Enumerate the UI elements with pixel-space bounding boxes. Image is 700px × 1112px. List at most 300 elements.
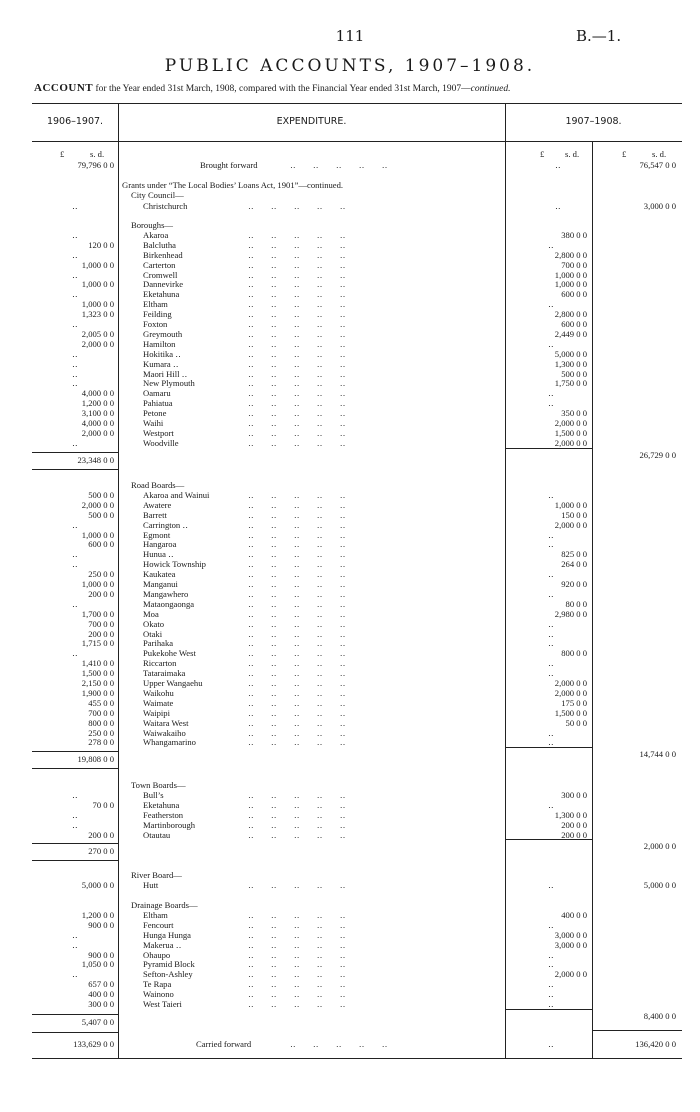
leader-dots: ‥ ‥ ‥ ‥ ‥ bbox=[248, 989, 346, 1000]
header-1906-1907: 1906–1907. bbox=[46, 116, 104, 127]
row-prev-amount: 200 0 0 bbox=[88, 829, 114, 840]
carried-forward-curr: ‥ bbox=[548, 1039, 554, 1049]
row-prev-amount: 1,050 0 0 bbox=[81, 959, 114, 970]
row-prev-amount: 1,200 0 0 bbox=[81, 909, 114, 920]
row-curr-amount: 1,300 0 0 bbox=[554, 809, 587, 820]
row-curr-amount: 2,000 0 0 bbox=[554, 519, 587, 530]
account-caption-text: for the Year ended 31st March, 1908, compared with the Financial Year ended 31st March, 1907— bbox=[93, 84, 471, 94]
leader-dots: ‥ ‥ ‥ ‥ ‥ bbox=[248, 239, 346, 250]
river-board-heading: River Board— bbox=[131, 870, 182, 880]
row-curr-amount: ‥ bbox=[548, 388, 554, 399]
section-heading: Town Boards— bbox=[131, 780, 186, 790]
row-name: Riccarton bbox=[143, 658, 177, 669]
row-name: Whangamarino bbox=[143, 737, 196, 748]
row-name: Akaroa and Wainui bbox=[143, 489, 210, 500]
leader-dots: ‥ ‥ ‥ ‥ ‥ bbox=[248, 829, 346, 840]
row-name: Sefton-Ashley bbox=[143, 969, 193, 980]
row-curr-amount: 380 0 0 bbox=[561, 229, 587, 240]
leader-dots: ‥ ‥ ‥ ‥ ‥ bbox=[248, 378, 346, 389]
row-curr-amount: 600 0 0 bbox=[561, 319, 587, 329]
leader-dots: ‥ ‥ ‥ ‥ ‥ bbox=[248, 368, 346, 379]
row-curr-amount: ‥ bbox=[548, 668, 554, 679]
row-prev-amount: ‥ bbox=[72, 549, 78, 560]
leader-dots: ‥ ‥ ‥ ‥ ‥ bbox=[248, 509, 346, 520]
page-number: 111 bbox=[335, 27, 365, 45]
leader-dots: ‥ ‥ ‥ ‥ ‥ bbox=[248, 437, 346, 448]
row-curr-amount: 1,500 0 0 bbox=[554, 427, 587, 438]
leader-dots: ‥ ‥ ‥ ‥ ‥ bbox=[248, 628, 346, 639]
row-curr-amount: ‥ bbox=[548, 919, 554, 930]
row-name: Awatere bbox=[143, 499, 172, 510]
section-curr-total: 2,000 0 0 bbox=[643, 841, 676, 852]
leader-dots: ‥ ‥ ‥ ‥ ‥ bbox=[248, 427, 346, 438]
row-prev-amount: 1,715 0 0 bbox=[81, 638, 114, 649]
section-prev-subtotal: 270 0 0 bbox=[88, 846, 114, 857]
row-prev-amount: 900 0 0 bbox=[88, 949, 114, 960]
leader-dots: ‥ ‥ ‥ ‥ ‥ bbox=[248, 408, 346, 419]
river-board-total: 5,000 0 0 bbox=[643, 880, 676, 890]
leader-dots: ‥ ‥ ‥ ‥ ‥ bbox=[248, 229, 346, 240]
leader-dots: ‥ ‥ ‥ ‥ ‥ bbox=[248, 608, 346, 619]
leader-dots: ‥ ‥ ‥ ‥ ‥ bbox=[248, 519, 346, 530]
row-prev-amount: 700 0 0 bbox=[88, 707, 114, 718]
row-curr-amount: 2,800 0 0 bbox=[554, 249, 587, 260]
leader-dots: ‥ ‥ ‥ ‥ ‥ bbox=[248, 598, 346, 609]
row-name: Waikohu bbox=[143, 687, 174, 698]
row-curr-amount: ‥ bbox=[548, 628, 554, 639]
row-prev-amount: 1,000 0 0 bbox=[81, 259, 114, 270]
row-name: Waitara West bbox=[143, 717, 189, 728]
row-name: Eltham bbox=[143, 299, 168, 310]
curr-subtotal-rule bbox=[505, 1009, 592, 1010]
sd-label-prev: s. d. bbox=[90, 149, 105, 159]
section-heading: Boroughs— bbox=[131, 220, 174, 230]
brought-forward-label: Brought forward bbox=[200, 160, 258, 170]
row-prev-amount: 1,700 0 0 bbox=[81, 608, 114, 619]
leader-dots: ‥ ‥ ‥ ‥ ‥ bbox=[248, 819, 346, 830]
leader-dots: ‥ ‥ ‥ ‥ ‥ bbox=[248, 499, 346, 510]
row-curr-amount: 80 0 0 bbox=[565, 598, 587, 609]
row-name: Moa bbox=[143, 608, 159, 619]
leader-dots: ‥ ‥ ‥ ‥ ‥ bbox=[248, 289, 346, 300]
row-prev-amount: 600 0 0 bbox=[88, 539, 114, 550]
city-council-prev: ‥ bbox=[72, 201, 78, 211]
leader-dots: ‥ ‥ ‥ ‥ ‥ bbox=[248, 678, 346, 688]
row-prev-amount: 400 0 0 bbox=[88, 989, 114, 1000]
leader-dots: ‥ ‥ ‥ ‥ ‥ bbox=[248, 919, 346, 930]
row-curr-amount: 2,980 0 0 bbox=[554, 608, 587, 619]
header-expenditure: EXPENDITURE. bbox=[276, 116, 347, 127]
river-board-item: Hutt bbox=[143, 880, 159, 890]
prev-subtotal-rule-top bbox=[32, 843, 118, 844]
leader-dots: ‥ ‥ ‥ ‥ ‥ bbox=[248, 707, 346, 718]
row-name: Martinborough bbox=[143, 819, 196, 830]
row-prev-amount: ‥ bbox=[72, 229, 78, 240]
row-prev-amount: ‥ bbox=[72, 269, 78, 280]
column-divider-right bbox=[505, 103, 506, 1058]
row-name: Birkenhead bbox=[143, 249, 183, 260]
row-name: Carrington ‥ bbox=[143, 519, 189, 530]
row-curr-amount: ‥ bbox=[548, 299, 554, 310]
pound-sign-curr: £ bbox=[540, 149, 545, 159]
row-name: Bull’s bbox=[143, 789, 164, 800]
row-name: Hangaroa bbox=[143, 539, 177, 550]
prev-subtotal-rule-bottom bbox=[32, 1032, 118, 1033]
row-prev-amount: 2,150 0 0 bbox=[81, 678, 114, 688]
row-name: Greymouth bbox=[143, 328, 183, 339]
row-name: Fencourt bbox=[143, 919, 174, 930]
row-prev-amount: 300 0 0 bbox=[88, 999, 114, 1009]
row-curr-amount: 2,000 0 0 bbox=[554, 437, 587, 448]
drainage-curr-total: 8,400 0 0 bbox=[643, 1010, 676, 1021]
row-prev-amount: 1,323 0 0 bbox=[81, 309, 114, 320]
leader-dots: ‥ ‥ ‥ ‥ ‥ bbox=[248, 969, 346, 980]
row-name: Waiwakaiho bbox=[143, 727, 186, 738]
account-caption bbox=[34, 82, 511, 94]
row-curr-amount: 2,000 0 0 bbox=[554, 418, 587, 428]
row-curr-amount: 1,750 0 0 bbox=[554, 378, 587, 389]
row-prev-amount: ‥ bbox=[72, 929, 78, 940]
drainage-prev-subtotal: 5,407 0 0 bbox=[81, 1016, 114, 1027]
leader-dots: ‥ ‥ ‥ ‥ ‥ bbox=[248, 539, 346, 550]
row-prev-amount: ‥ bbox=[72, 378, 78, 389]
section-prev-subtotal: 23,348 0 0 bbox=[77, 454, 114, 465]
leader-dots: ‥ ‥ ‥ ‥ ‥ bbox=[248, 687, 346, 698]
row-name: Hokitika ‥ bbox=[143, 348, 181, 359]
leader-dots: ‥ ‥ ‥ ‥ ‥ bbox=[248, 309, 346, 320]
row-curr-amount: 3,000 0 0 bbox=[554, 939, 587, 950]
row-prev-amount: 1,000 0 0 bbox=[81, 279, 114, 290]
row-prev-amount: 200 0 0 bbox=[88, 588, 114, 599]
row-name: Ohaupo bbox=[143, 949, 171, 960]
row-name: Balclutha bbox=[143, 239, 176, 250]
row-prev-amount: ‥ bbox=[72, 319, 78, 329]
row-name: Barrett bbox=[143, 509, 167, 520]
carried-forward-label: Carried forward bbox=[196, 1039, 252, 1049]
row-name: Manganui bbox=[143, 579, 178, 589]
row-curr-amount: 500 0 0 bbox=[561, 368, 587, 379]
row-name: Featherston bbox=[143, 809, 184, 820]
city-council-curr: ‥ bbox=[555, 201, 561, 211]
leader-dots: ‥ ‥ ‥ ‥ ‥ bbox=[248, 559, 346, 570]
row-curr-amount: 800 0 0 bbox=[561, 648, 587, 659]
row-curr-amount: 175 0 0 bbox=[561, 697, 587, 708]
row-prev-amount: 2,000 0 0 bbox=[81, 338, 114, 349]
section-prev-subtotal: 19,808 0 0 bbox=[77, 754, 114, 765]
row-prev-amount: 278 0 0 bbox=[88, 737, 114, 748]
leader-dots: ‥ ‥ ‥ ‥ ‥ bbox=[248, 269, 346, 280]
row-name: Eketahuna bbox=[143, 289, 180, 300]
row-name: Mangawhero bbox=[143, 588, 189, 599]
leader-dots: ‥ ‥ ‥ ‥ ‥ bbox=[248, 299, 346, 310]
row-curr-amount: 2,000 0 0 bbox=[554, 678, 587, 688]
row-curr-amount: 600 0 0 bbox=[561, 289, 587, 300]
row-name: Feilding bbox=[143, 309, 172, 320]
row-prev-amount: 70 0 0 bbox=[92, 799, 114, 810]
carried-forward-prev: 133,629 0 0 bbox=[73, 1039, 114, 1049]
leader-dots: ‥ ‥ ‥ ‥ ‥ bbox=[248, 880, 346, 890]
row-prev-amount: 200 0 0 bbox=[88, 628, 114, 639]
row-name: Akaroa bbox=[143, 229, 169, 240]
leader-dots: ‥ ‥ ‥ ‥ ‥ bbox=[248, 549, 346, 560]
leader-dots: ‥ ‥ ‥ ‥ ‥ bbox=[248, 717, 346, 728]
row-name: Mataongaonga bbox=[143, 598, 195, 609]
grants-heading: Grants under “The Local Bodies’ Loans Act, 1901”—continued. bbox=[122, 180, 344, 190]
row-prev-amount: 700 0 0 bbox=[88, 618, 114, 629]
row-curr-amount: 2,000 0 0 bbox=[554, 687, 587, 698]
leader-dots: ‥ ‥ ‥ ‥ ‥ bbox=[248, 979, 346, 990]
row-curr-amount: ‥ bbox=[548, 338, 554, 349]
sd-label-curr: s. d. bbox=[565, 149, 580, 159]
row-prev-amount: 1,000 0 0 bbox=[81, 579, 114, 589]
row-prev-amount: ‥ bbox=[72, 358, 78, 369]
header-1907-1908: 1907–1908. bbox=[565, 116, 622, 127]
row-prev-amount: 500 0 0 bbox=[88, 489, 114, 500]
leader-dots: ‥ ‥ ‥ ‥ ‥ bbox=[248, 809, 346, 820]
row-curr-amount: ‥ bbox=[548, 737, 554, 748]
leader-dots: ‥ ‥ ‥ ‥ ‥ bbox=[290, 1039, 388, 1049]
row-prev-amount: ‥ bbox=[72, 437, 78, 448]
row-name: Wainono bbox=[143, 989, 174, 1000]
leader-dots: ‥ ‥ ‥ ‥ ‥ bbox=[248, 727, 346, 738]
row-prev-amount: ‥ bbox=[72, 519, 78, 530]
row-curr-amount: 264 0 0 bbox=[561, 559, 587, 570]
row-name: Cromwell bbox=[143, 269, 178, 280]
row-name: Westport bbox=[143, 427, 174, 438]
row-curr-amount: ‥ bbox=[548, 638, 554, 649]
row-prev-amount: 455 0 0 bbox=[88, 697, 114, 708]
row-curr-amount: ‥ bbox=[548, 618, 554, 629]
leader-dots: ‥ ‥ ‥ ‥ ‥ bbox=[248, 529, 346, 540]
leader-dots: ‥ ‥ ‥ ‥ ‥ bbox=[248, 489, 346, 500]
row-curr-amount: 50 0 0 bbox=[565, 717, 587, 728]
row-name: Pahiatua bbox=[143, 398, 173, 409]
row-name: Hunga Hunga bbox=[143, 929, 191, 940]
row-curr-amount: ‥ bbox=[548, 727, 554, 738]
row-name: Foxton bbox=[143, 319, 168, 329]
row-curr-amount: 350 0 0 bbox=[561, 408, 587, 419]
row-name: Kumara ‥ bbox=[143, 358, 179, 369]
row-name: Dannevirke bbox=[143, 279, 184, 290]
row-name: Kaukatea bbox=[143, 569, 176, 580]
leader-dots: ‥ ‥ ‥ ‥ ‥ bbox=[248, 328, 346, 339]
row-curr-amount: ‥ bbox=[548, 799, 554, 810]
leader-dots: ‥ ‥ ‥ ‥ ‥ bbox=[248, 579, 346, 589]
row-prev-amount: ‥ bbox=[72, 559, 78, 570]
row-curr-amount: ‥ bbox=[548, 539, 554, 550]
section-heading: Road Boards— bbox=[131, 480, 185, 490]
row-curr-amount: 825 0 0 bbox=[561, 549, 587, 560]
row-curr-amount: 150 0 0 bbox=[561, 509, 587, 520]
row-name: Carterton bbox=[143, 259, 176, 270]
curr-subtotal-rule bbox=[505, 839, 592, 840]
row-prev-amount: 1,200 0 0 bbox=[81, 398, 114, 409]
leader-dots: ‥ ‥ ‥ ‥ ‥ bbox=[248, 658, 346, 669]
prev-subtotal-rule-bottom bbox=[32, 860, 118, 861]
row-prev-amount: 500 0 0 bbox=[88, 509, 114, 520]
leader-dots: ‥ ‥ ‥ ‥ ‥ bbox=[248, 588, 346, 599]
account-caption-italic: continued. bbox=[470, 84, 511, 94]
leader-dots: ‥ ‥ ‥ ‥ ‥ bbox=[248, 638, 346, 649]
row-curr-amount: 3,000 0 0 bbox=[554, 929, 587, 940]
row-name: Eketahuna bbox=[143, 799, 180, 810]
row-name: Pukekohe West bbox=[143, 648, 196, 659]
row-name: Petone bbox=[143, 408, 167, 419]
leader-dots: ‥ ‥ ‥ ‥ ‥ bbox=[248, 319, 346, 329]
prev-subtotal-rule-top bbox=[32, 1014, 118, 1015]
row-prev-amount: 1,410 0 0 bbox=[81, 658, 114, 669]
leader-dots: ‥ ‥ ‥ ‥ ‥ bbox=[248, 388, 346, 399]
row-prev-amount: 4,000 0 0 bbox=[81, 388, 114, 399]
row-name: New Plymouth bbox=[143, 378, 195, 389]
river-board-curr: ‥ bbox=[548, 880, 554, 890]
leader-dots: ‥ ‥ ‥ ‥ ‥ bbox=[248, 618, 346, 629]
row-prev-amount: ‥ bbox=[72, 598, 78, 609]
carried-forward-total: 136,420 0 0 bbox=[635, 1039, 676, 1049]
row-name: Maori Hill ‥ bbox=[143, 368, 188, 379]
pound-sign-total: £ bbox=[622, 149, 627, 159]
leader-dots: ‥ ‥ ‥ ‥ ‥ bbox=[248, 668, 346, 679]
leader-dots: ‥ ‥ ‥ ‥ ‥ bbox=[248, 569, 346, 580]
brought-forward-curr: ‥ bbox=[555, 160, 561, 170]
row-curr-amount: ‥ bbox=[548, 489, 554, 500]
row-prev-amount: ‥ bbox=[72, 249, 78, 260]
prev-subtotal-rule-bottom bbox=[32, 768, 118, 769]
row-prev-amount: 2,005 0 0 bbox=[81, 328, 114, 339]
leader-dots: ‥ ‥ ‥ ‥ ‥ bbox=[248, 909, 346, 920]
leader-dots: ‥ ‥ ‥ ‥ ‥ bbox=[248, 799, 346, 810]
city-council-heading: City Council— bbox=[131, 190, 184, 200]
leader-dots: ‥ ‥ ‥ ‥ ‥ bbox=[248, 648, 346, 659]
city-council-item: Christchurch bbox=[143, 201, 188, 211]
row-name: Waihi bbox=[143, 418, 164, 428]
row-curr-amount: ‥ bbox=[548, 658, 554, 669]
row-prev-amount: 250 0 0 bbox=[88, 569, 114, 580]
pound-sign-prev: £ bbox=[60, 149, 65, 159]
row-name: Makerua ‥ bbox=[143, 939, 182, 950]
row-prev-amount: 4,000 0 0 bbox=[81, 418, 114, 428]
row-name: Te Rapa bbox=[143, 979, 172, 990]
row-prev-amount: 3,100 0 0 bbox=[81, 408, 114, 419]
row-curr-amount: 1,000 0 0 bbox=[554, 269, 587, 280]
leader-dots: ‥ ‥ ‥ ‥ ‥ bbox=[248, 939, 346, 950]
leader-dots: ‥ ‥ ‥ ‥ ‥ bbox=[248, 279, 346, 290]
row-curr-amount: ‥ bbox=[548, 398, 554, 409]
account-caption-bold: ACCOUNT bbox=[34, 82, 94, 94]
leader-dots: ‥ ‥ ‥ ‥ ‥ bbox=[248, 959, 346, 970]
row-prev-amount: 2,000 0 0 bbox=[81, 499, 114, 510]
leader-dots: ‥ ‥ ‥ ‥ ‥ bbox=[290, 160, 388, 170]
drainage-heading: Drainage Boards— bbox=[131, 900, 198, 910]
row-curr-amount: ‥ bbox=[548, 999, 554, 1009]
row-name: Waipipi bbox=[143, 707, 170, 718]
row-curr-amount: 1,000 0 0 bbox=[554, 499, 587, 510]
row-prev-amount: ‥ bbox=[72, 809, 78, 820]
row-prev-amount: 900 0 0 bbox=[88, 919, 114, 930]
curr-subtotal-rule bbox=[505, 448, 592, 449]
row-name: Hunua ‥ bbox=[143, 549, 174, 560]
row-prev-amount: ‥ bbox=[72, 348, 78, 359]
prev-subtotal-rule-top bbox=[32, 452, 118, 453]
row-name: Tataraimaka bbox=[143, 668, 186, 679]
row-prev-amount: 1,000 0 0 bbox=[81, 529, 114, 540]
row-curr-amount: 400 0 0 bbox=[561, 909, 587, 920]
row-name: Oamaru bbox=[143, 388, 171, 399]
row-prev-amount: ‥ bbox=[72, 368, 78, 379]
row-name: Parihaka bbox=[143, 638, 174, 649]
section-curr-total: 26,729 0 0 bbox=[639, 449, 676, 460]
table-top-rule bbox=[32, 103, 682, 104]
row-curr-amount: 1,500 0 0 bbox=[554, 707, 587, 718]
row-prev-amount: 1,000 0 0 bbox=[81, 299, 114, 310]
header-bottom-rule bbox=[32, 141, 682, 142]
leader-dots: ‥ ‥ ‥ ‥ ‥ bbox=[248, 929, 346, 940]
row-prev-amount: ‥ bbox=[72, 819, 78, 830]
row-curr-amount: 2,449 0 0 bbox=[554, 328, 587, 339]
row-prev-amount: ‥ bbox=[72, 939, 78, 950]
row-prev-amount: 120 0 0 bbox=[88, 239, 114, 250]
row-curr-amount: ‥ bbox=[548, 529, 554, 540]
row-prev-amount: 657 0 0 bbox=[88, 979, 114, 990]
row-name: Pyramid Block bbox=[143, 959, 195, 970]
row-prev-amount: 800 0 0 bbox=[88, 717, 114, 728]
row-name: Otaki bbox=[143, 628, 163, 639]
row-curr-amount: 2,000 0 0 bbox=[554, 969, 587, 980]
leader-dots: ‥ ‥ ‥ ‥ ‥ bbox=[248, 789, 346, 800]
row-prev-amount: ‥ bbox=[72, 289, 78, 300]
row-curr-amount: 1,300 0 0 bbox=[554, 358, 587, 369]
table-bottom-rule bbox=[32, 1058, 682, 1059]
row-curr-amount: ‥ bbox=[548, 959, 554, 970]
leader-dots: ‥ ‥ ‥ ‥ ‥ bbox=[248, 259, 346, 270]
river-board-prev: 5,000 0 0 bbox=[81, 880, 114, 890]
row-curr-amount: 920 0 0 bbox=[561, 579, 587, 589]
row-name: Otautau bbox=[143, 829, 171, 840]
row-name: Howick Township bbox=[143, 559, 206, 570]
prev-subtotal-rule-top bbox=[32, 751, 118, 752]
column-divider-left bbox=[118, 103, 119, 1058]
brought-forward-total: 76,547 0 0 bbox=[639, 160, 676, 170]
row-name: Waimate bbox=[143, 697, 174, 708]
leader-dots: ‥ ‥ ‥ ‥ ‥ bbox=[248, 697, 346, 708]
city-council-total: 3,000 0 0 bbox=[643, 201, 676, 211]
document-reference: B.—1. bbox=[576, 27, 622, 45]
leader-dots: ‥ ‥ ‥ ‥ ‥ bbox=[248, 418, 346, 428]
leader-dots: ‥ ‥ ‥ ‥ ‥ bbox=[248, 398, 346, 409]
row-curr-amount: ‥ bbox=[548, 949, 554, 960]
leader-dots: ‥ ‥ ‥ ‥ ‥ bbox=[248, 338, 346, 349]
row-name: Upper Wangaehu bbox=[143, 678, 203, 688]
leader-dots: ‥ ‥ ‥ ‥ ‥ bbox=[248, 358, 346, 369]
row-prev-amount: 1,900 0 0 bbox=[81, 687, 114, 698]
page-title: PUBLIC ACCOUNTS, 1907–1908. bbox=[164, 56, 536, 76]
row-name: West Taieri bbox=[143, 999, 182, 1009]
leader-dots: ‥ ‥ ‥ ‥ ‥ bbox=[248, 737, 346, 748]
row-curr-amount: ‥ bbox=[548, 569, 554, 580]
curr-subtotal-rule bbox=[505, 747, 592, 748]
leader-dots: ‥ ‥ ‥ ‥ ‥ bbox=[248, 348, 346, 359]
row-name: Hamilton bbox=[143, 338, 176, 349]
row-curr-amount: 5,000 0 0 bbox=[554, 348, 587, 359]
row-curr-amount: 200 0 0 bbox=[561, 829, 587, 840]
row-curr-amount: 2,800 0 0 bbox=[554, 309, 587, 320]
row-curr-amount: 700 0 0 bbox=[561, 259, 587, 270]
row-curr-amount: 1,000 0 0 bbox=[554, 279, 587, 290]
row-prev-amount: ‥ bbox=[72, 648, 78, 659]
row-name: Woodville bbox=[143, 437, 179, 448]
row-prev-amount: ‥ bbox=[72, 969, 78, 980]
row-prev-amount: 2,000 0 0 bbox=[81, 427, 114, 438]
